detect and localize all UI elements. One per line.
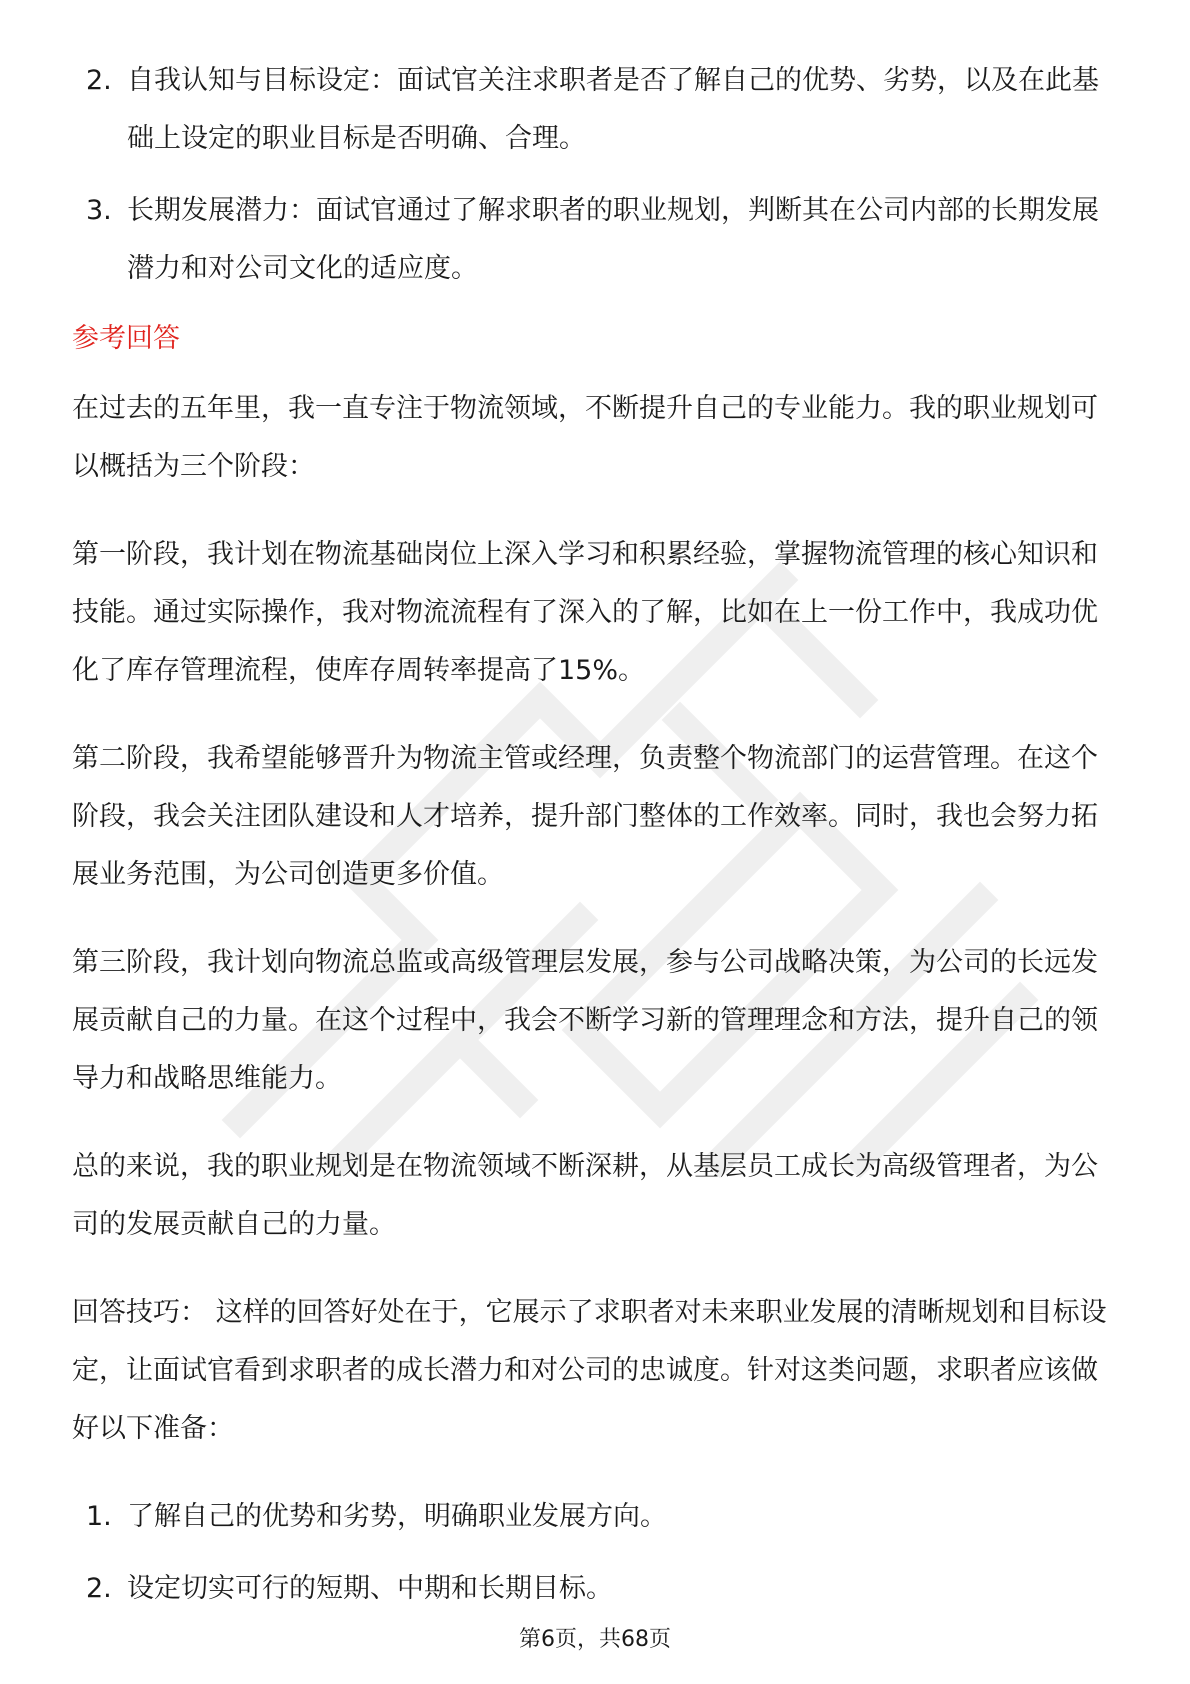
- list-item-text: 设定切实可行的短期、中期和长期目标。: [127, 1573, 613, 1604]
- paragraph: 在过去的五年里，我一直专注于物流领域，不断提升自己的专业能力。我的职业规划可以概括为三个阶段：: [72, 393, 1098, 482]
- list-item-text: 自我认知与目标设定：面试官关注求职者是否了解自己的优势、劣势，以及在此基础上设定的职业目标是否明确、合理。: [127, 65, 1099, 154]
- section-heading: 参考回答: [72, 323, 180, 354]
- list-item-number: 2.: [86, 1573, 112, 1604]
- list-item: [72, 52, 1120, 168]
- page-footer: 第6页，共68页: [519, 1627, 671, 1652]
- list-item: [72, 182, 1120, 298]
- list-item: [72, 1488, 1120, 1546]
- list-item-text: 了解自己的优势和劣势，明确职业发展方向。: [127, 1501, 667, 1532]
- main-content: [72, 52, 1120, 1618]
- list-item-text: 长期发展潜力：面试官通过了解求职者的职业规划，判断其在公司内部的长期发展潜力和对公司文化的适应度。: [127, 195, 1099, 284]
- paragraph: 第三阶段，我计划向物流总监或高级管理层发展，参与公司战略决策，为公司的长远发展贡献自己的力量。在这个过程中，我会不断学习新的管理理念和方法，提升自己的领导力和战略思维能力。: [72, 947, 1098, 1094]
- answer-tips-paragraph: 回答技巧： 这样的回答好处在于，它展示了求职者对未来职业发展的清晰规划和目标设定，让面试官看到求职者的成长潜力和对公司的忠诚度。针对这类问题，求职者应该做好以下准备：: [72, 1297, 1107, 1444]
- paragraph: 第一阶段，我计划在物流基础岗位上深入学习和积累经验，掌握物流管理的核心知识和技能。通过实际操作，我对物流流程有了深入的了解，比如在上一份工作中，我成功优化了库存管理流程，使库存周转率提高了15%。: [72, 539, 1098, 686]
- list-item: [72, 1560, 1120, 1618]
- paragraph: 第二阶段，我希望能够晋升为物流主管或经理，负责整个物流部门的运营管理。在这个阶段，我会关注团队建设和人才培养，提升部门整体的工作效率。同时，我也会努力拓展业务范围，为公司创造更多价值。: [72, 743, 1098, 890]
- list-item-number: 1.: [86, 1501, 112, 1532]
- paragraph: 总的来说，我的职业规划是在物流领域不断深耕，从基层员工成长为高级管理者，为公司的发展贡献自己的力量。: [72, 1151, 1098, 1240]
- list-item-number: 2.: [86, 65, 112, 96]
- list-item-number: 3.: [86, 195, 112, 226]
